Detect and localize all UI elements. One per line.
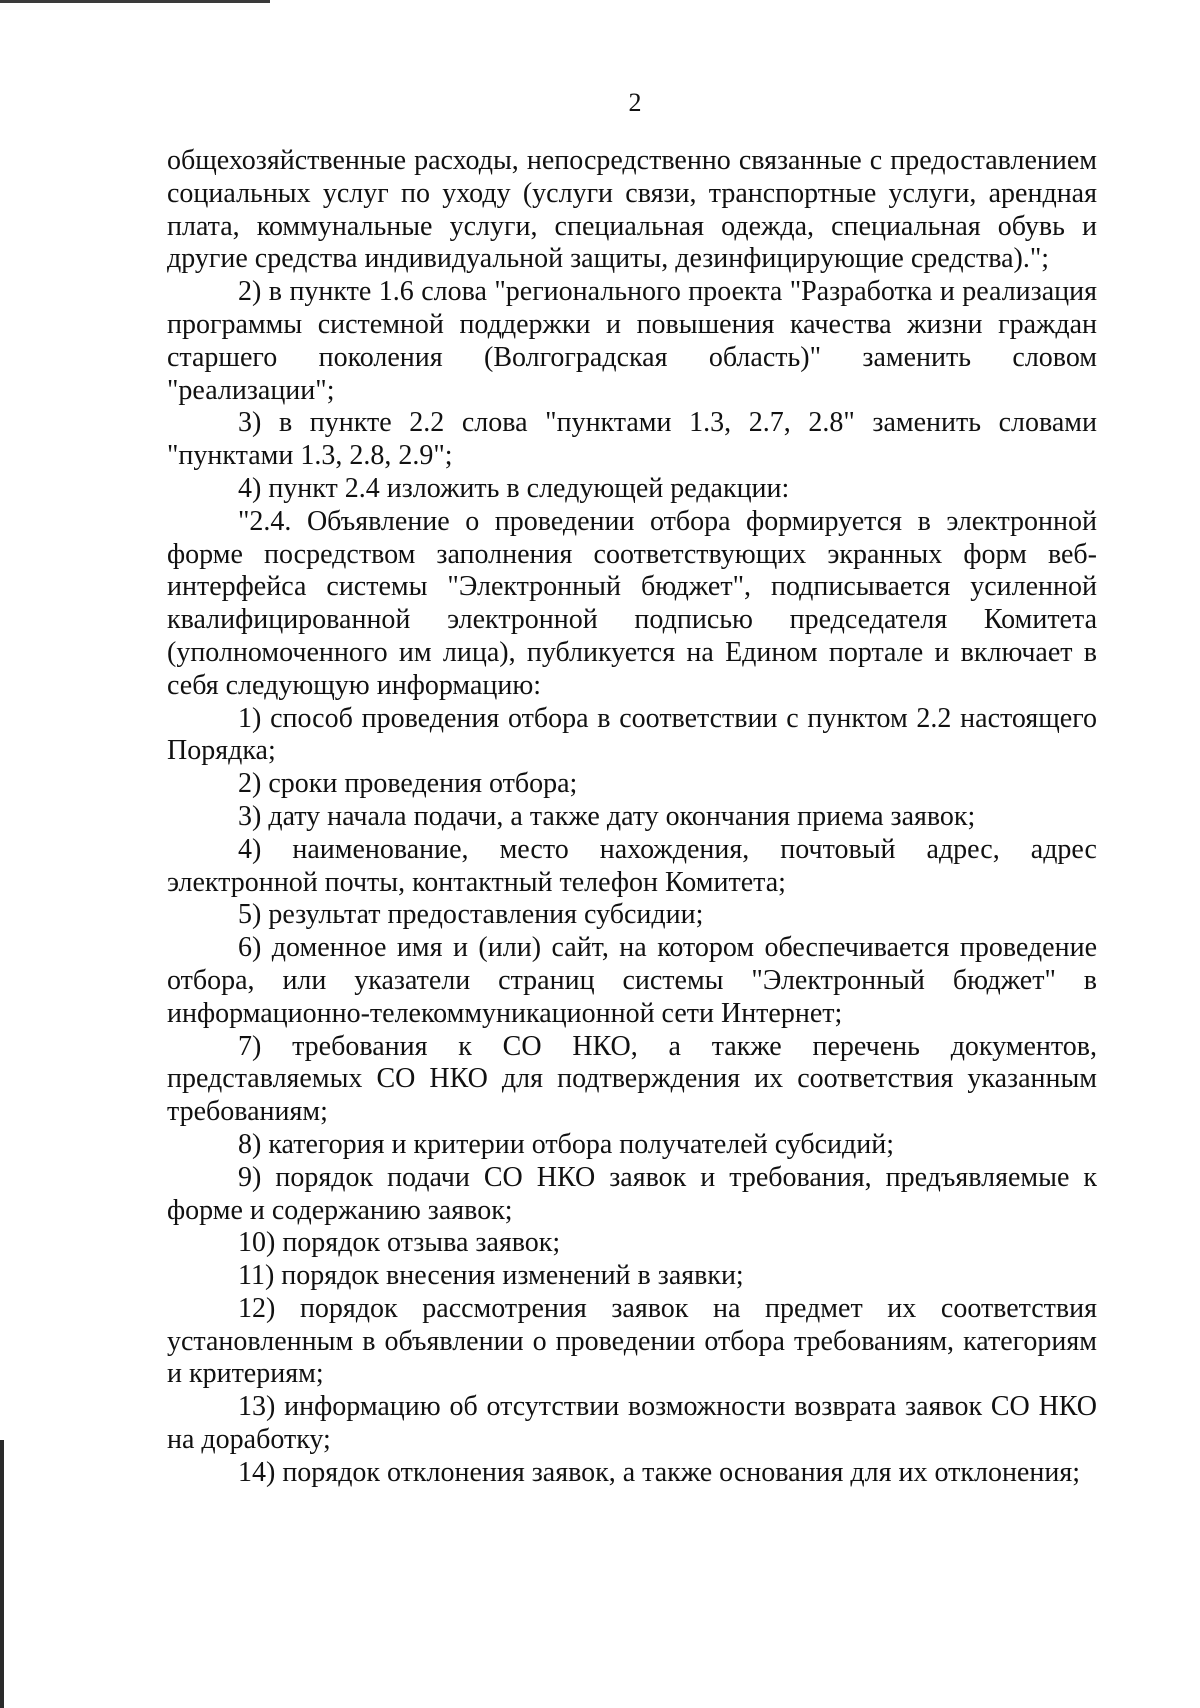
list-item-2: 2) сроки проведения отбора; [238,768,578,800]
list-item-12: 12) порядок рассмотрения заявок на предмет их соответствия установленным в объявлении о проведении отбора требованиям, категориям и критериям; [167,1292,1097,1390]
paragraph-2: 2) в пункте 1.6 слова "регионального проекта "Разработка и реализация программы системной поддержки и повышения качества жизни граждан старшего поколения (Волгоградская область)" заменить словом "реализации"; [167,276,1097,406]
paragraph-5: "2.4. Объявление о проведении отбора формируется в электронной форме посредством заполнения соответствующих экранных форм веб-интерфейса системы "Электронный бюджет", подписывается усиленной квалифицированной электронной подписью председателя Комитета (уполномоченного им лица), публикуется на Едином портале и включает в себя следующую информацию: [167,505,1097,701]
list-item-10: 10) порядок отзыва заявок; [238,1227,561,1259]
list-item-13: 13) информацию об отсутствии возможности возврата заявок СО НКО на доработку; [167,1391,1097,1456]
list-item-9: 9) порядок подачи СО НКО заявок и требования, предъявляемые к форме и содержанию заявок; [167,1161,1097,1226]
document-body [167,145,1097,1490]
scan-edge-left [0,1440,4,1708]
list-item-5: 5) результат предоставления субсидии; [238,899,704,931]
list-item-6: 6) доменное имя и (или) сайт, на котором обеспечивается проведение отбора, или указатели страниц системы "Электронный бюджет" в информационно-телекоммуникационной сети Интернет; [167,932,1097,1029]
list-item-7: 7) требования к СО НКО, а также перечень документов, представляемых СО НКО для подтверждения их соответствия указанным требованиям; [167,1030,1097,1128]
list-item-8: 8) категория и критерии отбора получателей субсидий; [238,1128,895,1160]
paragraph-3: 3) в пункте 2.2 слова "пунктами 1.3, 2.7, 2.8" заменить словами "пунктами 1.3, 2.8, 2.9"; [167,407,1097,472]
list-item-3: 3) дату начала подачи, а также дату окончания приема заявок; [238,800,976,832]
list-item-14: 14) порядок отклонения заявок, а также основания для их отклонения; [238,1456,1080,1488]
list-item-11: 11) порядок внесения изменений в заявки; [238,1260,744,1292]
scan-edge-top [0,0,270,3]
list-item-4: 4) наименование, место нахождения, почтовый адрес, адрес электронной почты, контактный телефон Комитета; [167,833,1097,898]
list-item-1: 1) способ проведения отбора в соответствии с пунктом 2.2 настоящего Порядка; [167,702,1097,767]
paragraph-4: 4) пункт 2.4 изложить в следующей редакции: [238,472,790,504]
page-number: 2 [628,88,642,117]
paragraph-1: общехозяйственные расходы, непосредственно связанные с предоставлением социальных услуг по уходу (услуги связи, транспортные услуги, арендная плата, коммунальные услуги, специальная одежда, специальная обувь и другие средства индивидуальной защиты, дезинфицирующие средства)."; [167,145,1097,275]
